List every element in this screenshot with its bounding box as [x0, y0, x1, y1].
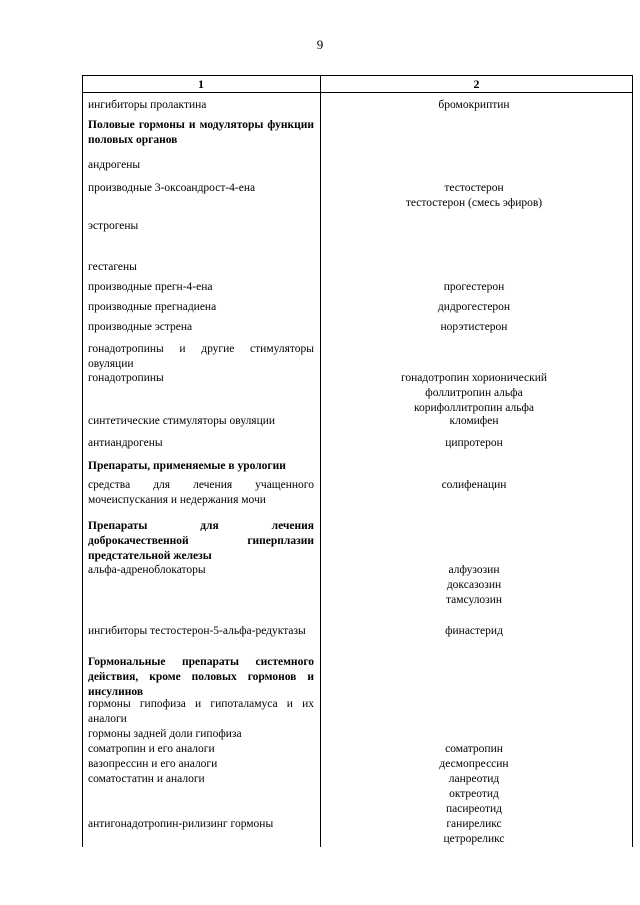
- column-header-1: 1: [198, 77, 204, 91]
- drug-name: цетрореликс: [443, 833, 505, 845]
- row-label: гестагены: [88, 261, 137, 273]
- drug-list: [321, 414, 627, 429]
- row-label: альфа-адреноблокаторы: [88, 564, 206, 576]
- row-label: соматропин и его аналоги: [88, 743, 215, 755]
- drug-name: ланреотид: [448, 773, 500, 785]
- row-label: ингибиторы пролактина: [88, 99, 207, 111]
- drug-list: [321, 757, 627, 772]
- section-heading: Половые гормоны и модуляторы функции половых органов: [88, 119, 314, 146]
- drug-list: [321, 280, 627, 295]
- drug-name: бромокриптин: [438, 99, 510, 111]
- row-label: производные прегн-4-ена: [88, 281, 213, 293]
- drug-name: финастерид: [445, 625, 503, 637]
- drug-list: [321, 371, 627, 416]
- drug-name: алфузозин: [448, 564, 500, 576]
- drug-list: [321, 436, 627, 451]
- row-label: ингибиторы тестостерон-5-альфа-редуктазы: [88, 625, 306, 637]
- drug-list: [321, 98, 627, 113]
- drug-name: кломифен: [449, 415, 499, 427]
- row-label: средства для лечения учащенного мочеиспускания и недержания мочи: [88, 479, 314, 506]
- drug-name: тестостерон (смесь эфиров): [405, 197, 543, 209]
- drug-name: тамсулозин: [445, 594, 503, 606]
- drug-list: [321, 320, 627, 335]
- drug-name: солифенацин: [441, 479, 507, 491]
- row-label: гонадотропины: [88, 372, 164, 384]
- drug-name: десмопрессин: [439, 758, 509, 770]
- row-label: производные прегнадиена: [88, 301, 217, 313]
- drug-name: ципротерон: [445, 437, 503, 449]
- header-bottom-border: [82, 92, 633, 93]
- section-heading: Препараты, применяемые в урологии: [88, 460, 286, 472]
- row-label: гормоны задней доли гипофиза: [88, 728, 242, 740]
- row-label: эстрогены: [88, 220, 139, 232]
- drug-list: [321, 772, 627, 817]
- drug-name: корифоллитропин альфа: [413, 402, 535, 414]
- row-label: антигонадотропин-рилизинг гормоны: [88, 818, 274, 830]
- drug-list: [321, 478, 627, 493]
- column-header-2: 2: [473, 77, 480, 91]
- row-label: производные 3-оксоандрост-4-ена: [88, 182, 256, 194]
- row-label: гормоны гипофиза и гипоталамуса и их аналоги: [88, 698, 314, 725]
- drug-name: фоллитропин альфа: [425, 387, 523, 399]
- drug-name: дидрогестерон: [437, 301, 511, 313]
- row-label: синтетические стимуляторы овуляции: [88, 415, 276, 427]
- drug-name: гонадотропин хорионический: [400, 372, 548, 384]
- drug-name: октреотид: [449, 788, 499, 800]
- table-left-border: [82, 75, 83, 847]
- drug-name: ганиреликс: [446, 818, 502, 830]
- drug-list: [321, 624, 627, 639]
- drug-list: [321, 817, 627, 847]
- page-number: 9: [316, 37, 324, 52]
- row-label: вазопрессин и его аналоги: [88, 758, 218, 770]
- drug-name: тестостерон: [444, 182, 504, 194]
- drug-name: прогестерон: [443, 281, 505, 293]
- drug-name: норэтистерон: [440, 321, 508, 333]
- drug-list: [321, 742, 627, 757]
- section-heading: Гормональные препараты системного действия, кроме половых гормонов и инсулинов: [88, 656, 314, 698]
- drug-name: пасиреотид: [445, 803, 502, 815]
- drug-list: [321, 563, 627, 608]
- row-label: производные эстрена: [88, 321, 193, 333]
- drug-list: [321, 181, 627, 211]
- row-label: гонадотропины и другие стимуляторы овуляции: [88, 343, 314, 370]
- section-heading: Препараты для лечения доброкачественной гиперплазии предстательной железы: [88, 520, 314, 562]
- table-right-border: [632, 75, 633, 847]
- table-top-border: [82, 75, 633, 76]
- row-label: антиандрогены: [88, 437, 163, 449]
- drug-name: соматропин: [445, 743, 503, 755]
- row-label: андрогены: [88, 159, 141, 171]
- drug-list: [321, 300, 627, 315]
- row-label: соматостатин и аналоги: [88, 773, 205, 785]
- drug-name: доксазозин: [446, 579, 502, 591]
